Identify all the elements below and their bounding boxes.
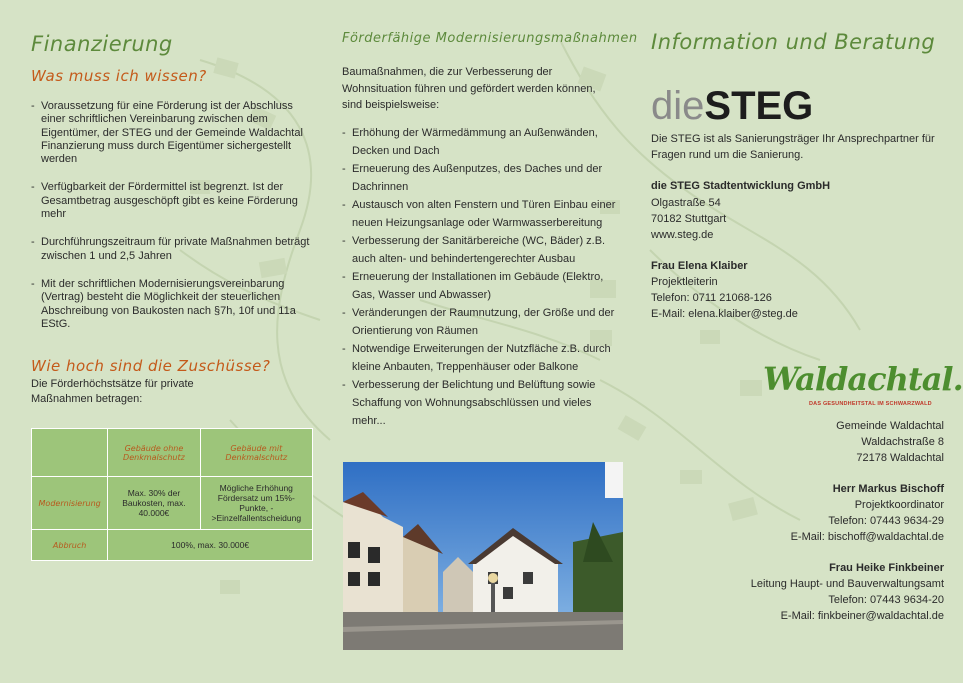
list-item: - Mit der schriftlichen Modernisierungsvereinbarung (Vertrag) besteht die Möglichkeit der steuerlichen Abschreibung von Baukosten nach §7h, 10f und 11a EStG. (31, 278, 316, 331)
middle-intro: Baumaßnahmen, die zur Verbesserung der Wohnsituation führen und gefördert werden können, sind beispielsweise: (342, 66, 596, 111)
list-item: - Verfügbarkeit der Fördermittel ist begrenzt. Ist der Gesamtbetrag ausgeschöpft gibt es keine Förderung mehr (31, 181, 316, 221)
list-item: - Erhöhung der Wärmedämmung an Außenwänden, Decken und Dach (342, 124, 624, 160)
contact2-role: Projektkoordinator (854, 499, 944, 511)
table-header-col2: Gebäude mit Denkmalschutz (200, 429, 312, 477)
measures-list (342, 124, 624, 430)
list-item: - Erneuerung des Außenputzes, des Daches und der Dachrinnen (342, 160, 624, 196)
left-subtitle-1: Was muss ich wissen? (31, 67, 207, 85)
gemeinde-city: 72178 Waldachtal (856, 452, 944, 464)
table-corner (32, 429, 108, 477)
requirements-list (31, 100, 316, 346)
subsidy-intro-line1: Die Förderhöchstsätze für private (31, 378, 194, 390)
steg-city: 70182 Stuttgart (651, 213, 727, 225)
table-cell: Max. 30% der Baukosten, max. 40.000€ (108, 477, 200, 530)
waldachtal-logo (763, 360, 963, 412)
gemeinde-address (836, 418, 944, 466)
contact3-role: Leitung Haupt- und Bauverwaltungsamt (750, 578, 944, 590)
contact1-email-link[interactable]: E-Mail: elena.klaiber@steg.de (651, 308, 798, 320)
table-cell: Mögliche Erhöhung Fördersatz um 15%-Punkte, ->Einzelfallentscheidung (200, 477, 312, 530)
contact2 (791, 481, 944, 545)
steg-street: Olgastraße 54 (651, 197, 721, 209)
list-item: - Verbesserung der Belichtung und Belüftung sowie Schaffung von Wohnungsabschlüssen und vieles mehr... (342, 376, 624, 430)
street-photo (343, 462, 623, 650)
list-item: - Verbesserung der Sanitärbereiche (WC, Bäder) z.B. auch alten- und behindertengerechter Ausbau (342, 232, 624, 268)
gemeinde-street: Waldachstraße 8 (861, 436, 944, 448)
table-header-col1: Gebäude ohne Denkmalschutz (108, 429, 200, 477)
subsidy-table (31, 428, 313, 561)
list-item: - Veränderungen der Raumnutzung, der Größe und der Orientierung von Räumen (342, 304, 624, 340)
logo-steg-text: STEG (704, 84, 814, 128)
waldachtal-logo-text: Waldachtal. (763, 360, 963, 398)
steg-org-name: die STEG Stadtentwicklung GmbH (651, 180, 831, 192)
left-subtitle-2: Wie hoch sind die Zuschüsse? (31, 357, 271, 375)
left-title: Finanzierung (31, 32, 173, 56)
contact3 (751, 560, 944, 624)
steg-description: Die STEG ist als Sanierungsträger Ihr Ansprechpartner für Fragen rund um die Sanierung. (651, 133, 935, 161)
logo-die-text: die (651, 84, 705, 128)
contact1-name: Frau Elena Klaiber (651, 260, 748, 272)
table-cell: 100%, max. 30.000€ (108, 530, 313, 561)
list-item: - Austausch von alten Fenstern und Türen Einbau einer neuen Heizungsanlage oder Warmwasserbereitung (342, 196, 624, 232)
list-item: - Erneuerung der Installationen im Gebäude (Elektro, Gas, Wasser und Abwasser) (342, 268, 624, 304)
contact3-name: Frau Heike Finkbeiner (829, 562, 944, 574)
right-title: Information und Beratung (651, 30, 936, 54)
gemeinde-name: Gemeinde Waldachtal (836, 420, 944, 432)
table-row-label-abbruch: Abbruch (32, 530, 108, 561)
contact3-email-link[interactable]: E-Mail: finkbeiner@waldachtal.de (780, 610, 944, 622)
contact2-phone: Telefon: 07443 9634-29 (828, 515, 944, 527)
middle-title: Förderfähige Modernisierungsmaßnahmen (342, 31, 638, 46)
contact1-role: Projektleiterin (651, 276, 718, 288)
steg-logo (651, 84, 813, 128)
steg-website-link[interactable]: www.steg.de (651, 229, 714, 241)
contact2-name: Herr Markus Bischoff (832, 483, 944, 495)
contact1-phone: Telefon: 0711 21068-126 (651, 292, 772, 304)
list-item: - Durchführungszeitraum für private Maßnahmen beträgt zwischen 1 und 2,5 Jahren (31, 236, 316, 263)
list-item: - Voraussetzung für eine Förderung ist der Abschluss einer schriftlichen Vereinbarung zwischen dem Eigentümer, der STEG und der Gemeinde Waldachtal Finanzierung muss durch Eigentümer sichergestellt werden (31, 100, 316, 166)
table-row-label-modernisierung: Modernisierung (32, 477, 108, 530)
list-item: - Notwendige Erweiterungen der Nutzfläche z.B. durch kleine Anbauten, Treppenhäuser oder Balkone (342, 340, 624, 376)
contact3-phone: Telefon: 07443 9634-20 (828, 594, 944, 606)
waldachtal-logo-tagline: DAS GESUNDHEITSTAL IM SCHWARZWALD (809, 401, 932, 407)
contact2-email-link[interactable]: E-Mail: bischoff@waldachtal.de (790, 531, 944, 543)
subsidy-intro-line2: Maßnahmen betragen: (31, 393, 143, 405)
